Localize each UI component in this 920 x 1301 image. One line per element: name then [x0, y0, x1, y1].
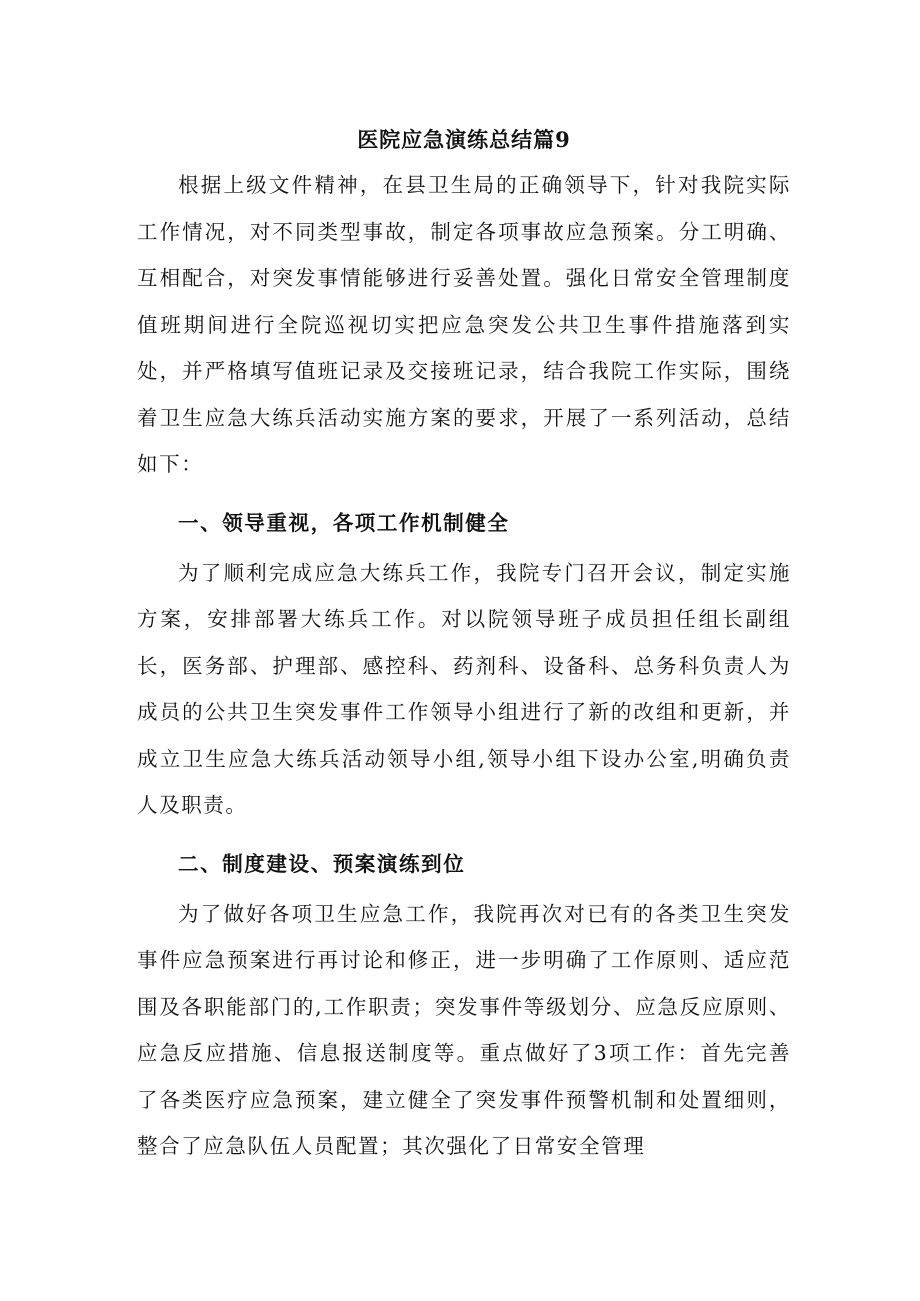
- section-1-body: 为了顺利完成应急大练兵工作，我院专门召开会议，制定实施方案，安排部署大练兵工作。对以院领导班子成员担任组长副组长，医务部、护理部、感控科、药剂科、设备科、总务科负责人为成员的公共卫生突发事件工作领导小组进行了新的改组和更新，并成立卫生应急大练兵活动领导小组,领导小组下设办公室,明确负责人及职责。: [137, 560, 791, 817]
- document-title: 医院应急演练总结篇9: [357, 127, 571, 152]
- section-2-body: 为了做好各项卫生应急工作，我院再次对已有的各类卫生突发事件应急预案进行再讨论和修正，进一步明确了工作原则、适应范围及各职能部门的,工作职责；突发事件等级划分、应急反应原则、应急反应措施、信息报送制度等。重点做好了3项工作：首先完善了各类医疗应急预案，建立健全了突发事件预警机制和处置细则，整合了应急队伍人员配置；其次强化了日常安全管理: [137, 901, 791, 1158]
- document-page: [137, 118, 791, 1170]
- section-1-heading: 一、领导重视，各项工作机制健全: [178, 510, 510, 535]
- intro-paragraph: 根据上级文件精神，在县卫生局的正确领导下，针对我院实际工作情况，对不同类型事故，制定各项事故应急预案。分工明确、互相配合，对突发事情能够进行妥善处置。强化日常安全管理制度值班期间进行全院巡视切实把应急突发公共卫生事件措施落到实处，并严格填写值班记录及交接班记录，结合我院工作实际，围绕着卫生应急大练兵活动实施方案的要求，开展了一系列活动，总结如下：: [137, 173, 791, 476]
- section-2-heading: 二、制度建设、预案演练到位: [178, 851, 466, 876]
